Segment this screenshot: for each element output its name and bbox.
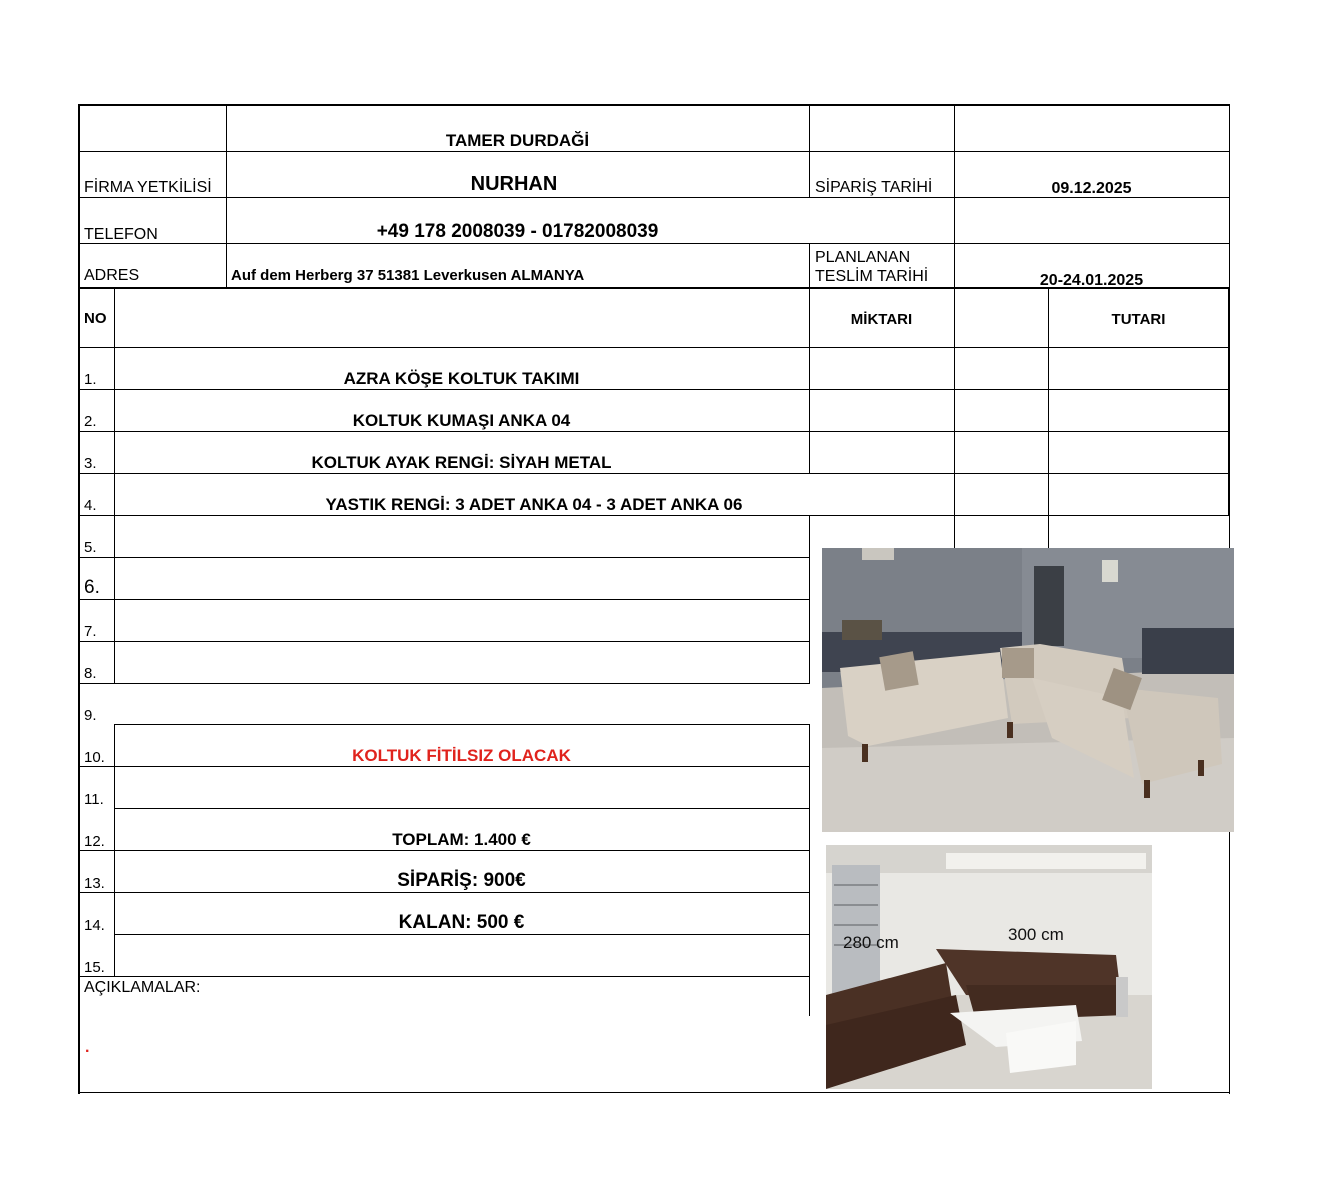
column-amount: TUTARI: [1111, 311, 1166, 328]
row-line-2: [78, 431, 1229, 432]
row-line-15: [78, 976, 810, 977]
frame-top: [78, 104, 1230, 106]
row-number-1: 1.: [84, 371, 97, 388]
header-vline-2: [809, 104, 810, 198]
column-quantity: MİKTARI: [850, 311, 913, 328]
dimension-left: 280 cm: [843, 933, 899, 952]
row-text-1: AZRA KÖŞE KOLTUK TAKIMI: [343, 369, 580, 388]
header-line-1: [78, 151, 1230, 152]
sofa-photo-living-room: [826, 845, 1152, 1089]
header-line-3: [78, 243, 1230, 244]
delivery-label-2: TESLİM TARİHİ: [815, 268, 929, 285]
row-text-4: YASTIK RENGİ: 3 ADET ANKA 04 - 3 ADET ANKA 06: [325, 495, 743, 514]
column-no: NO: [84, 310, 107, 327]
authority-label: FİRMA YETKİLİSİ: [84, 179, 212, 196]
notes-bottom-line: [78, 1092, 330, 1093]
row-line-11: [114, 808, 810, 809]
quantity-column-line: [809, 287, 810, 473]
row-number-15: 15.: [84, 959, 105, 976]
phone-label: TELEFON: [84, 226, 158, 243]
row-number-14: 14.: [84, 917, 105, 934]
quantity-column-line-lower: [809, 724, 810, 1016]
row-number-9: 9.: [84, 707, 97, 724]
row-line-3: [78, 473, 1229, 474]
address-value: Auf dem Herberg 37 51381 Leverkusen ALMANYA: [231, 267, 585, 284]
row-text-2: KOLTUK KUMAŞI ANKA 04: [352, 411, 571, 430]
row-line-1: [78, 389, 1229, 390]
row-text-12: TOPLAM: 1.400 €: [392, 830, 531, 849]
phone-value: +49 178 2008039 - 01782008039: [376, 221, 659, 242]
row-number-11: 11.: [84, 791, 104, 808]
row-line-7: [78, 641, 810, 642]
row-number-6: 6.: [84, 577, 100, 598]
row-line-13: [78, 892, 810, 893]
company-name: TAMER DURDAĞİ: [445, 131, 590, 150]
row-line-14: [114, 934, 810, 935]
row-number-3: 3.: [84, 455, 97, 472]
order-date-label: SİPARİŞ TARİHİ: [815, 179, 933, 196]
row-line-10: [78, 766, 810, 767]
row-number-12: 12.: [84, 833, 105, 850]
row-number-13: 13.: [84, 875, 105, 892]
sofa-photo-showroom: [822, 548, 1234, 832]
row-line-5: [78, 557, 810, 558]
row-line-8: [78, 683, 810, 684]
dimension-right: 300 cm: [1008, 925, 1064, 944]
row-text-3: KOLTUK AYAK RENGİ: SİYAH METAL: [311, 453, 612, 472]
row-line-header: [78, 347, 1229, 348]
authority-value: NURHAN: [470, 173, 558, 195]
header-vline-3: [809, 243, 810, 288]
row-text-14: KALAN: 500 €: [398, 912, 525, 933]
row-number-5: 5.: [84, 539, 97, 556]
order-date-value: 09.12.2025: [1051, 180, 1132, 197]
amount-right-line: [1228, 287, 1229, 515]
notes-label: AÇIKLAMALAR:: [84, 979, 201, 996]
row-number-10: 10.: [84, 749, 105, 766]
row-number-2: 2.: [84, 413, 97, 430]
delivery-value: 20-24.01.2025: [1039, 272, 1144, 289]
address-label: ADRES: [84, 267, 140, 284]
amount-mid-line: [1048, 287, 1049, 549]
row-line-9: [114, 724, 810, 725]
row-line-4: [78, 515, 1229, 516]
amount-left-line: [954, 287, 955, 549]
row-text-13: SİPARİŞ: 900€: [397, 870, 526, 891]
row-line-6: [78, 599, 810, 600]
row-text-10: KOLTUK FİTİLSIZ OLACAK: [352, 746, 571, 765]
row-number-7: 7.: [84, 623, 97, 640]
delivery-label-1: PLANLANAN: [815, 249, 911, 266]
notes-mark: .: [85, 1039, 90, 1056]
row-number-8: 8.: [84, 665, 97, 682]
row-line-12: [78, 850, 810, 851]
row-number-4: 4.: [84, 497, 97, 514]
